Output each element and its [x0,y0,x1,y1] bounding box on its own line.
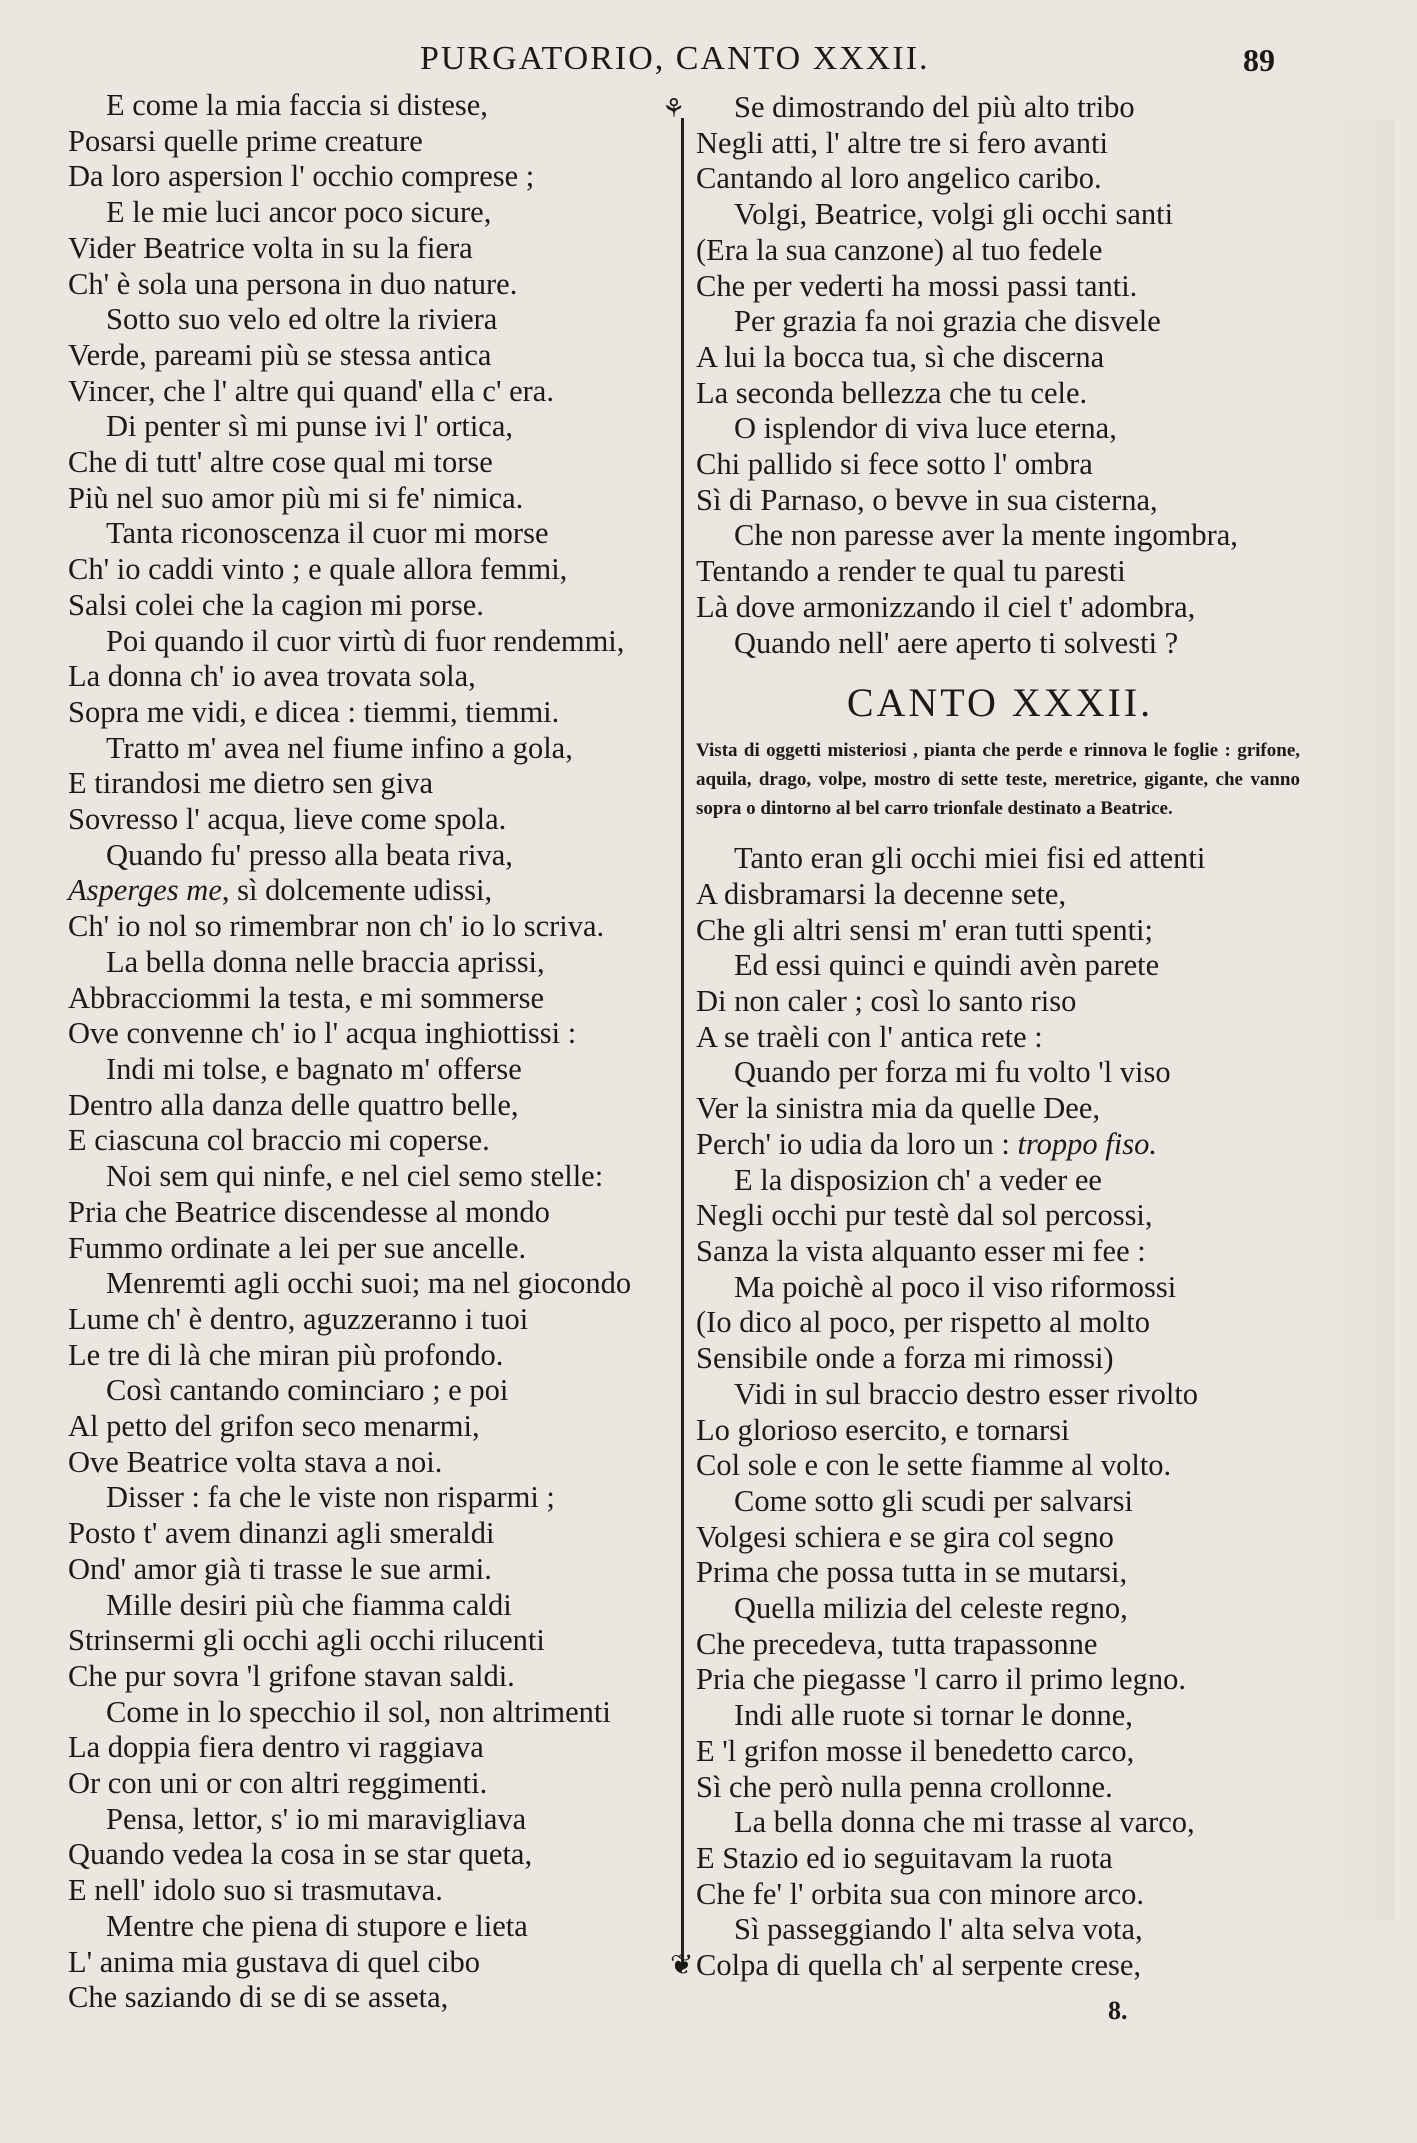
verse-line: Mille desiri più che fiamma caldi [106,1587,512,1622]
verse-line: Poi quando il cuor virtù di fuor rendemmi, [106,623,625,658]
verse-line: Ove Beatrice volta stava a noi. [68,1444,443,1479]
verse-line: Ed essi quinci e quindi avèn parete [734,948,1160,983]
verse-line: Prima che possa tutta in se mutarsi, [696,1555,1128,1590]
verse-line: Negli atti, l' altre tre si fero avanti [696,125,1109,160]
verse-line: Quella milizia del celeste regno, [734,1591,1128,1626]
verse-line: Vider Beatrice volta in su la fiera [68,230,473,265]
verse-line: Che di tutt' altre cose qual mi torse [68,445,493,480]
verse-line: Tanta riconoscenza il cuor mi morse [106,516,549,551]
verse-line: Vincer, che l' altre qui quand' ella c' era. [68,373,554,408]
verse-line: O isplendor di viva luce eterna, [734,411,1117,446]
verse-line: Sotto suo velo ed oltre la riviera [106,302,498,337]
verse-line: Quando vedea la cosa in se star queta, [68,1837,533,1872]
verse-line: Pria che piegasse 'l carro il primo legno. [696,1662,1186,1697]
verse-line: Pria che Beatrice discendesse al mondo [68,1194,550,1229]
verse-line: La bella donna che mi trasse al varco, [734,1805,1195,1840]
verse-line: Al petto del grifon seco menarmi, [68,1409,480,1444]
verse-line: Ch' io caddi vinto ; e quale allora femmi, [68,552,568,587]
verse-line: Ove convenne ch' io l' acqua inghiottissi : [68,1016,577,1051]
canto-title: CANTO XXXII. [846,680,1154,726]
verse-line: E le mie luci ancor poco sicure, [106,195,492,230]
verse-line: Indi alle ruote si tornar le donne, [734,1698,1133,1733]
verse-line: E 'l grifon mosse il benedetto carco, [696,1733,1135,1768]
verse-line: Sopra me vidi, e dicea : tiemmi, tiemmi. [68,694,560,729]
show-through-shadow [1305,120,1395,1920]
running-head: PURGATORIO, CANTO XXXII. [420,40,930,77]
verse-line: La donna ch' io avea trovata sola, [68,659,476,694]
verse-line: Sì passeggiando l' alta selva vota, [734,1912,1143,1947]
verse-line: Così cantando cominciaro ; e poi [106,1373,509,1408]
verse-line: Posto t' avem dinanzi agli smeraldi [68,1516,495,1551]
verse-line: Ond' amor già ti trasse le sue armi. [68,1551,492,1586]
verse-line: (Io dico al poco, per rispetto al molto [696,1305,1150,1340]
verse-line: Asperges me, sì dolcemente udissi, [68,873,493,908]
verse-line: Salsi colei che la cagion mi porse. [68,587,484,622]
verse-line: Da loro aspersion l' occhio comprese ; [68,159,535,194]
signature-mark: 8. [1108,1996,1128,2025]
verse-line: A lui la bocca tua, sì che discerna [696,339,1105,374]
verse-line: Che pur sovra 'l grifone stavan saldi. [68,1658,515,1693]
verse-line: Per grazia fa noi grazia che disvele [734,304,1161,339]
verse-line: Tratto m' avea nel fiume infino a gola, [106,730,573,765]
verse-line: E la disposizion ch' a veder ee [734,1162,1102,1197]
verse-line: Perch' io udia da loro un : troppo fiso. [696,1126,1157,1161]
canto-xxxii-verses [696,841,1304,1984]
verse-line: Lume ch' è dentro, aguzzeranno i tuoi [68,1301,529,1336]
verse-line: E come la mia faccia si distese, [106,88,488,122]
verse-line: E nell' idolo suo si trasmutava. [68,1873,443,1908]
verse-line: La seconda bellezza che tu cele. [696,375,1088,410]
verse-line: Cantando al loro angelico caribo. [696,161,1102,196]
verse-line: Quando per forza mi fu volto 'l viso [734,1055,1171,1090]
column-rule [681,118,684,1968]
fleuron-top-icon: ⚘ [662,94,686,124]
verse-line: Quando nell' aere aperto ti solvesti ? [734,625,1179,660]
verse-line: Tentando a render te qual tu paresti [696,554,1126,589]
verse-line: (Era la sua canzone) al tuo fedele [696,232,1103,267]
verse-line: Che per vederti ha mossi passi tanti. [696,268,1138,303]
verse-line: Sovresso l' acqua, lieve come spola. [68,802,507,837]
verse-line: Lo glorioso esercito, e tornarsi [696,1412,1070,1447]
verse-line: Più nel suo amor più mi si fe' nimica. [68,480,524,515]
verse-line: Menremti agli occhi suoi; ma nel giocondo [106,1266,632,1301]
verse-line: Volgesi schiera e se gira col segno [696,1519,1114,1554]
verse-line: Che non paresse aver la mente ingombra, [734,518,1238,553]
verse-line: Indi mi tolse, e bagnato m' offerse [106,1051,522,1086]
verse-line: Chi pallido si fece sotto l' ombra [696,447,1093,482]
verse-line: La doppia fiera dentro vi raggiava [68,1730,484,1765]
verse-line: Quando fu' presso alla beata riva, [106,837,513,872]
verse-line: Là dove armonizzando il ciel t' adombra, [696,589,1196,624]
verse-line: Che gli altri sensi m' eran tutti spenti; [696,912,1153,947]
verse-line: L' anima mia gustava di quel cibo [68,1944,481,1979]
verse-line: Abbracciommi la testa, e mi sommerse [68,980,544,1015]
canto-xxxi-ending [696,90,1304,661]
verse-line: A disbramarsi la decenne sete, [696,876,1067,911]
verse-line: Dentro alla danza delle quattro belle, [68,1087,519,1122]
verse-line: Tanto eran gli occhi miei fisi ed attenti [734,841,1206,876]
verse-line: Che fe' l' orbita sua con minore arco. [696,1876,1144,1911]
page-header [0,36,1417,86]
verse-line: Le tre di là che miran più profondo. [68,1337,504,1372]
verse-line: Come in lo specchio il sol, non altrimenti [106,1694,611,1729]
verse-line: Pensa, lettor, s' io mi maravigliava [106,1801,527,1836]
verse-line: Come sotto gli scudi per salvarsi [734,1483,1133,1518]
verse-line: E tirandosi me dietro sen giva [68,766,434,801]
page-number: 89 [1243,42,1275,78]
verse-line: Sensibile onde a forza mi rimossi) [696,1341,1114,1376]
fleuron-bottom-icon: ❦ [670,1948,694,1981]
verse-line: Posarsi quelle prime creature [68,123,423,158]
verse-line: Sì che però nulla penna crollonne. [696,1769,1113,1804]
verse-line: Noi sem qui ninfe, e nel ciel semo stelle: [106,1159,604,1194]
verse-line: Vidi in sul braccio destro esser rivolto [734,1376,1199,1411]
verse-line: Sì di Parnaso, o bevve in sua cisterna, [696,482,1158,517]
verse-line: Negli occhi pur testè dal sol percossi, [696,1198,1153,1233]
verse-line: La bella donna nelle braccia aprissi, [106,944,545,979]
verse-line: Strinsermi gli occhi agli occhi rilucenti [68,1623,545,1658]
verse-line: Ch' io nol so rimembrar non ch' io lo scriva. [68,909,605,944]
verse-line: Fummo ordinate a lei per sue ancelle. [68,1230,527,1265]
verse-line: Verde, pareami più se stessa antica [68,337,492,372]
verse-line: Che saziando di se di se asseta, [68,1980,449,2015]
verse-line: Ver la sinistra mia da quelle Dee, [696,1091,1100,1126]
verse-line: A se traèli con l' antica rete : [696,1019,1043,1054]
verse-line: Volgi, Beatrice, volgi gli occhi santi [734,197,1174,232]
verse-line: Or con uni or con altri reggimenti. [68,1766,488,1801]
verse-line: Colpa di quella ch' al serpente crese, [696,1948,1142,1983]
verse-line: E Stazio ed io seguitavam la ruota [696,1840,1113,1875]
verse-line: Di penter sì mi punse ivi l' ortica, [106,409,513,444]
left-column [68,88,680,2016]
verse-line: Col sole e con le sette fiamme al volto. [696,1448,1172,1483]
verse-line: Sanza la vista alquanto esser mi fee : [696,1233,1146,1268]
verse-line: Che precedeva, tutta trapassonne [696,1626,1098,1661]
verse-line: Di non caler ; così lo santo riso [696,984,1077,1019]
verse-line: Se dimostrando del più alto tribo [734,90,1135,124]
verse-line: Mentre che piena di stupore e lieta [106,1908,528,1943]
verse-line: Ch' è sola una persona in duo nature. [68,266,518,301]
verse-line: Ma poichè al poco il viso riformossi [734,1269,1177,1304]
canto-argument: Vista di oggetti misteriosi , pianta che perde e rinnova le foglie : grifone, aquila, drago, volpe, mostro di sette teste, meretrice, gigante, che vanno sopra o dintorno al bel carro trionfale destinato a Beatrice. [696,740,1300,820]
right-column [696,90,1304,1984]
verse-line: Disser : fa che le viste non risparmi ; [106,1480,555,1515]
verse-line: E ciascuna col braccio mi coperse. [68,1123,490,1158]
